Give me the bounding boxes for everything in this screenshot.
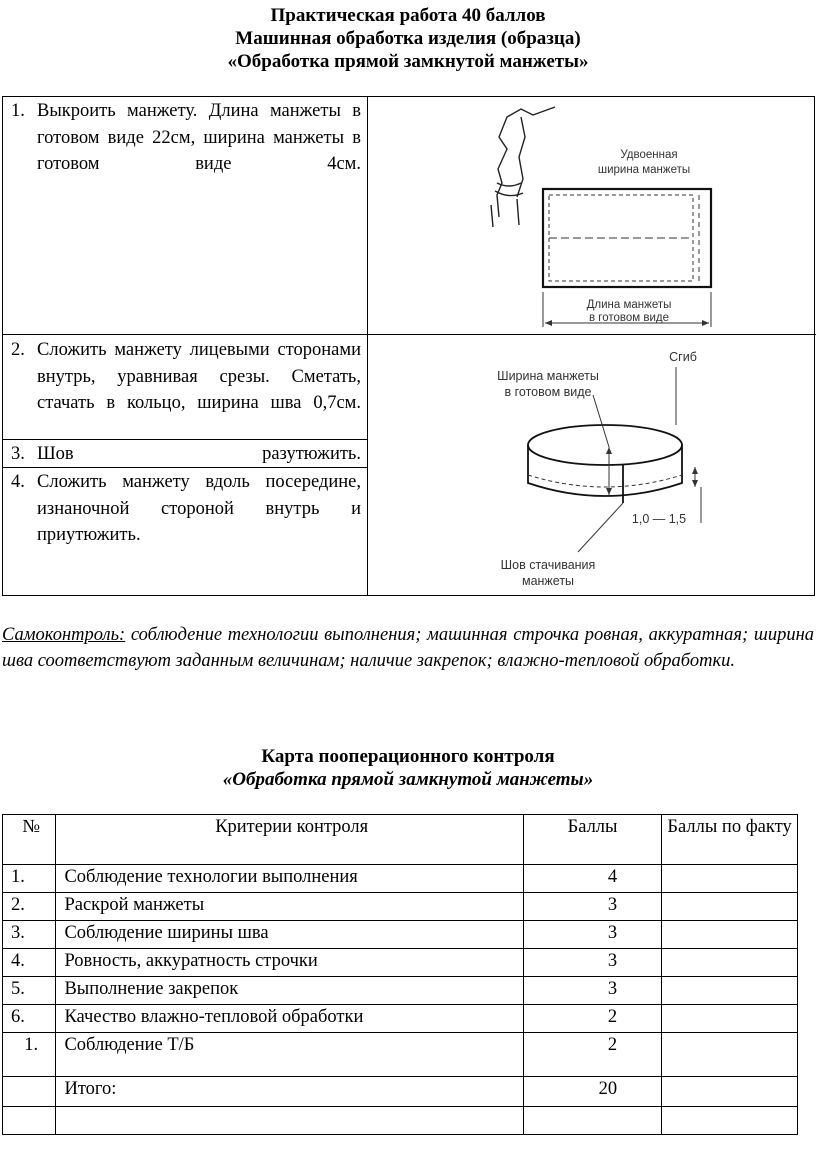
row-points: 2 [523,1005,661,1033]
table-row [3,921,798,949]
row-num: 5. [3,977,56,1005]
empty-cell [3,1107,56,1135]
control-card-table [2,814,798,1135]
row-points: 3 [523,977,661,1005]
step-text: Сложить манжету вдоль посередине, изнаночной стороной внутрь и приутюжить. [37,472,361,545]
total-row [3,1077,798,1107]
total-points: 20 [523,1077,661,1107]
row-criteria: Соблюдение Т/Б [56,1033,523,1077]
row-points: 3 [523,893,661,921]
label-double-width-2: ширина манжеты [597,164,691,176]
column-divider [367,97,368,595]
self-check-text: соблюдение технологии выполнения; машинная строчка ровная, аккуратная; ширина шва соответствуют заданным величинам; наличие закрепок; влажно-тепловой обработки. [2,625,814,671]
page-title: Практическая работа 40 баллов [270,5,546,26]
page-topic: «Обработка прямой замкнутой манжеты» [227,51,589,72]
row-fact[interactable] [662,921,798,949]
row-points: 3 [523,949,661,977]
step-2 [11,337,361,443]
step-number: 3. [11,444,25,464]
row-fact[interactable] [662,949,798,977]
label-double-width-1: Удвоенная [620,149,678,161]
label-length-1: Длина манжеты [586,299,672,311]
sleeve-sketch [497,107,555,217]
empty-cell [523,1107,661,1135]
header-fact: Баллы по факту [662,815,798,865]
row-criteria: Соблюдение ширины шва [56,921,523,949]
row-fact[interactable] [662,1033,798,1077]
row-criteria: Ровность, аккуратность строчки [56,949,523,977]
header-criteria: Критерии контроля [56,815,523,865]
row-divider [3,334,816,335]
row-fact[interactable] [662,977,798,1005]
empty-row [3,1107,798,1135]
label-seam-2: манжеты [521,574,575,588]
total-num [3,1077,56,1107]
label-fold: Сгиб [669,350,697,364]
empty-cell[interactable] [662,1107,798,1135]
row-criteria: Раскрой манжеты [56,893,523,921]
table-row [3,1033,798,1077]
table-header-row [3,815,798,865]
row-num: 2. [3,893,56,921]
table-row [3,949,798,977]
label-width-2: в готовом виде [504,385,592,399]
self-check-note [2,622,814,674]
table-row [3,1005,798,1033]
card-title: Карта пооперационного контроля [261,746,555,767]
row-num: 1. [3,865,56,893]
table-row [3,893,798,921]
label-seam-allowance: 1,0 — 1,5 [631,512,687,526]
step-text: Сложить манжету лицевыми сторонами внутрь, уравнивая срезы. Сметать, стачать в кольцо, ширина шва 0,7см. [37,340,361,413]
stitch-line [528,475,682,487]
row-points: 2 [523,1033,661,1077]
step-1 [11,98,361,204]
card-subtitle: «Обработка прямой замкнутой манжеты» [222,769,594,790]
step-number: 2. [11,340,25,360]
empty-cell [56,1107,523,1135]
row-num: 1. [3,1033,56,1077]
seam-leader [578,503,623,552]
steps-table [2,96,815,596]
page-subtitle: Машинная обработка изделия (образца) [235,28,581,49]
header-points: Баллы [523,815,661,865]
step-number: 4. [11,472,25,492]
row-points: 4 [523,865,661,893]
row-fact[interactable] [662,1005,798,1033]
row-criteria: Соблюдение технологии выполнения [56,865,523,893]
row-fact[interactable] [662,893,798,921]
ring-body [528,445,682,496]
row-criteria: Качество влажно-тепловой обработки [56,1005,523,1033]
cuff-cutting-diagram [469,97,719,334]
row-fact[interactable] [662,865,798,893]
label-length-2: в готовом виде [588,312,670,324]
step-number: 1. [11,101,25,121]
table-row [3,865,798,893]
row-num: 6. [3,1005,56,1033]
ring-top [528,425,682,465]
self-check-label: Самоконтроль: [2,625,126,645]
total-fact[interactable] [662,1077,798,1107]
header-num: № [3,815,56,865]
table-row [3,977,798,1005]
row-criteria: Выполнение закрепок [56,977,523,1005]
step-text: Выкроить манжету. Длина манжеты в готовом виде 22см, ширина манжеты в готовом виде 4см. [37,101,361,174]
step-4 [11,469,361,575]
row-num: 4. [3,949,56,977]
label-width-1: Ширина манжеты [497,369,599,383]
step-text: Шов разутюжить. [37,444,361,464]
row-num: 3. [3,921,56,949]
total-label: Итого: [56,1077,523,1107]
label-seam-1: Шов стачивания [500,558,596,572]
cuff-ring-diagram [473,337,723,595]
row-points: 3 [523,921,661,949]
